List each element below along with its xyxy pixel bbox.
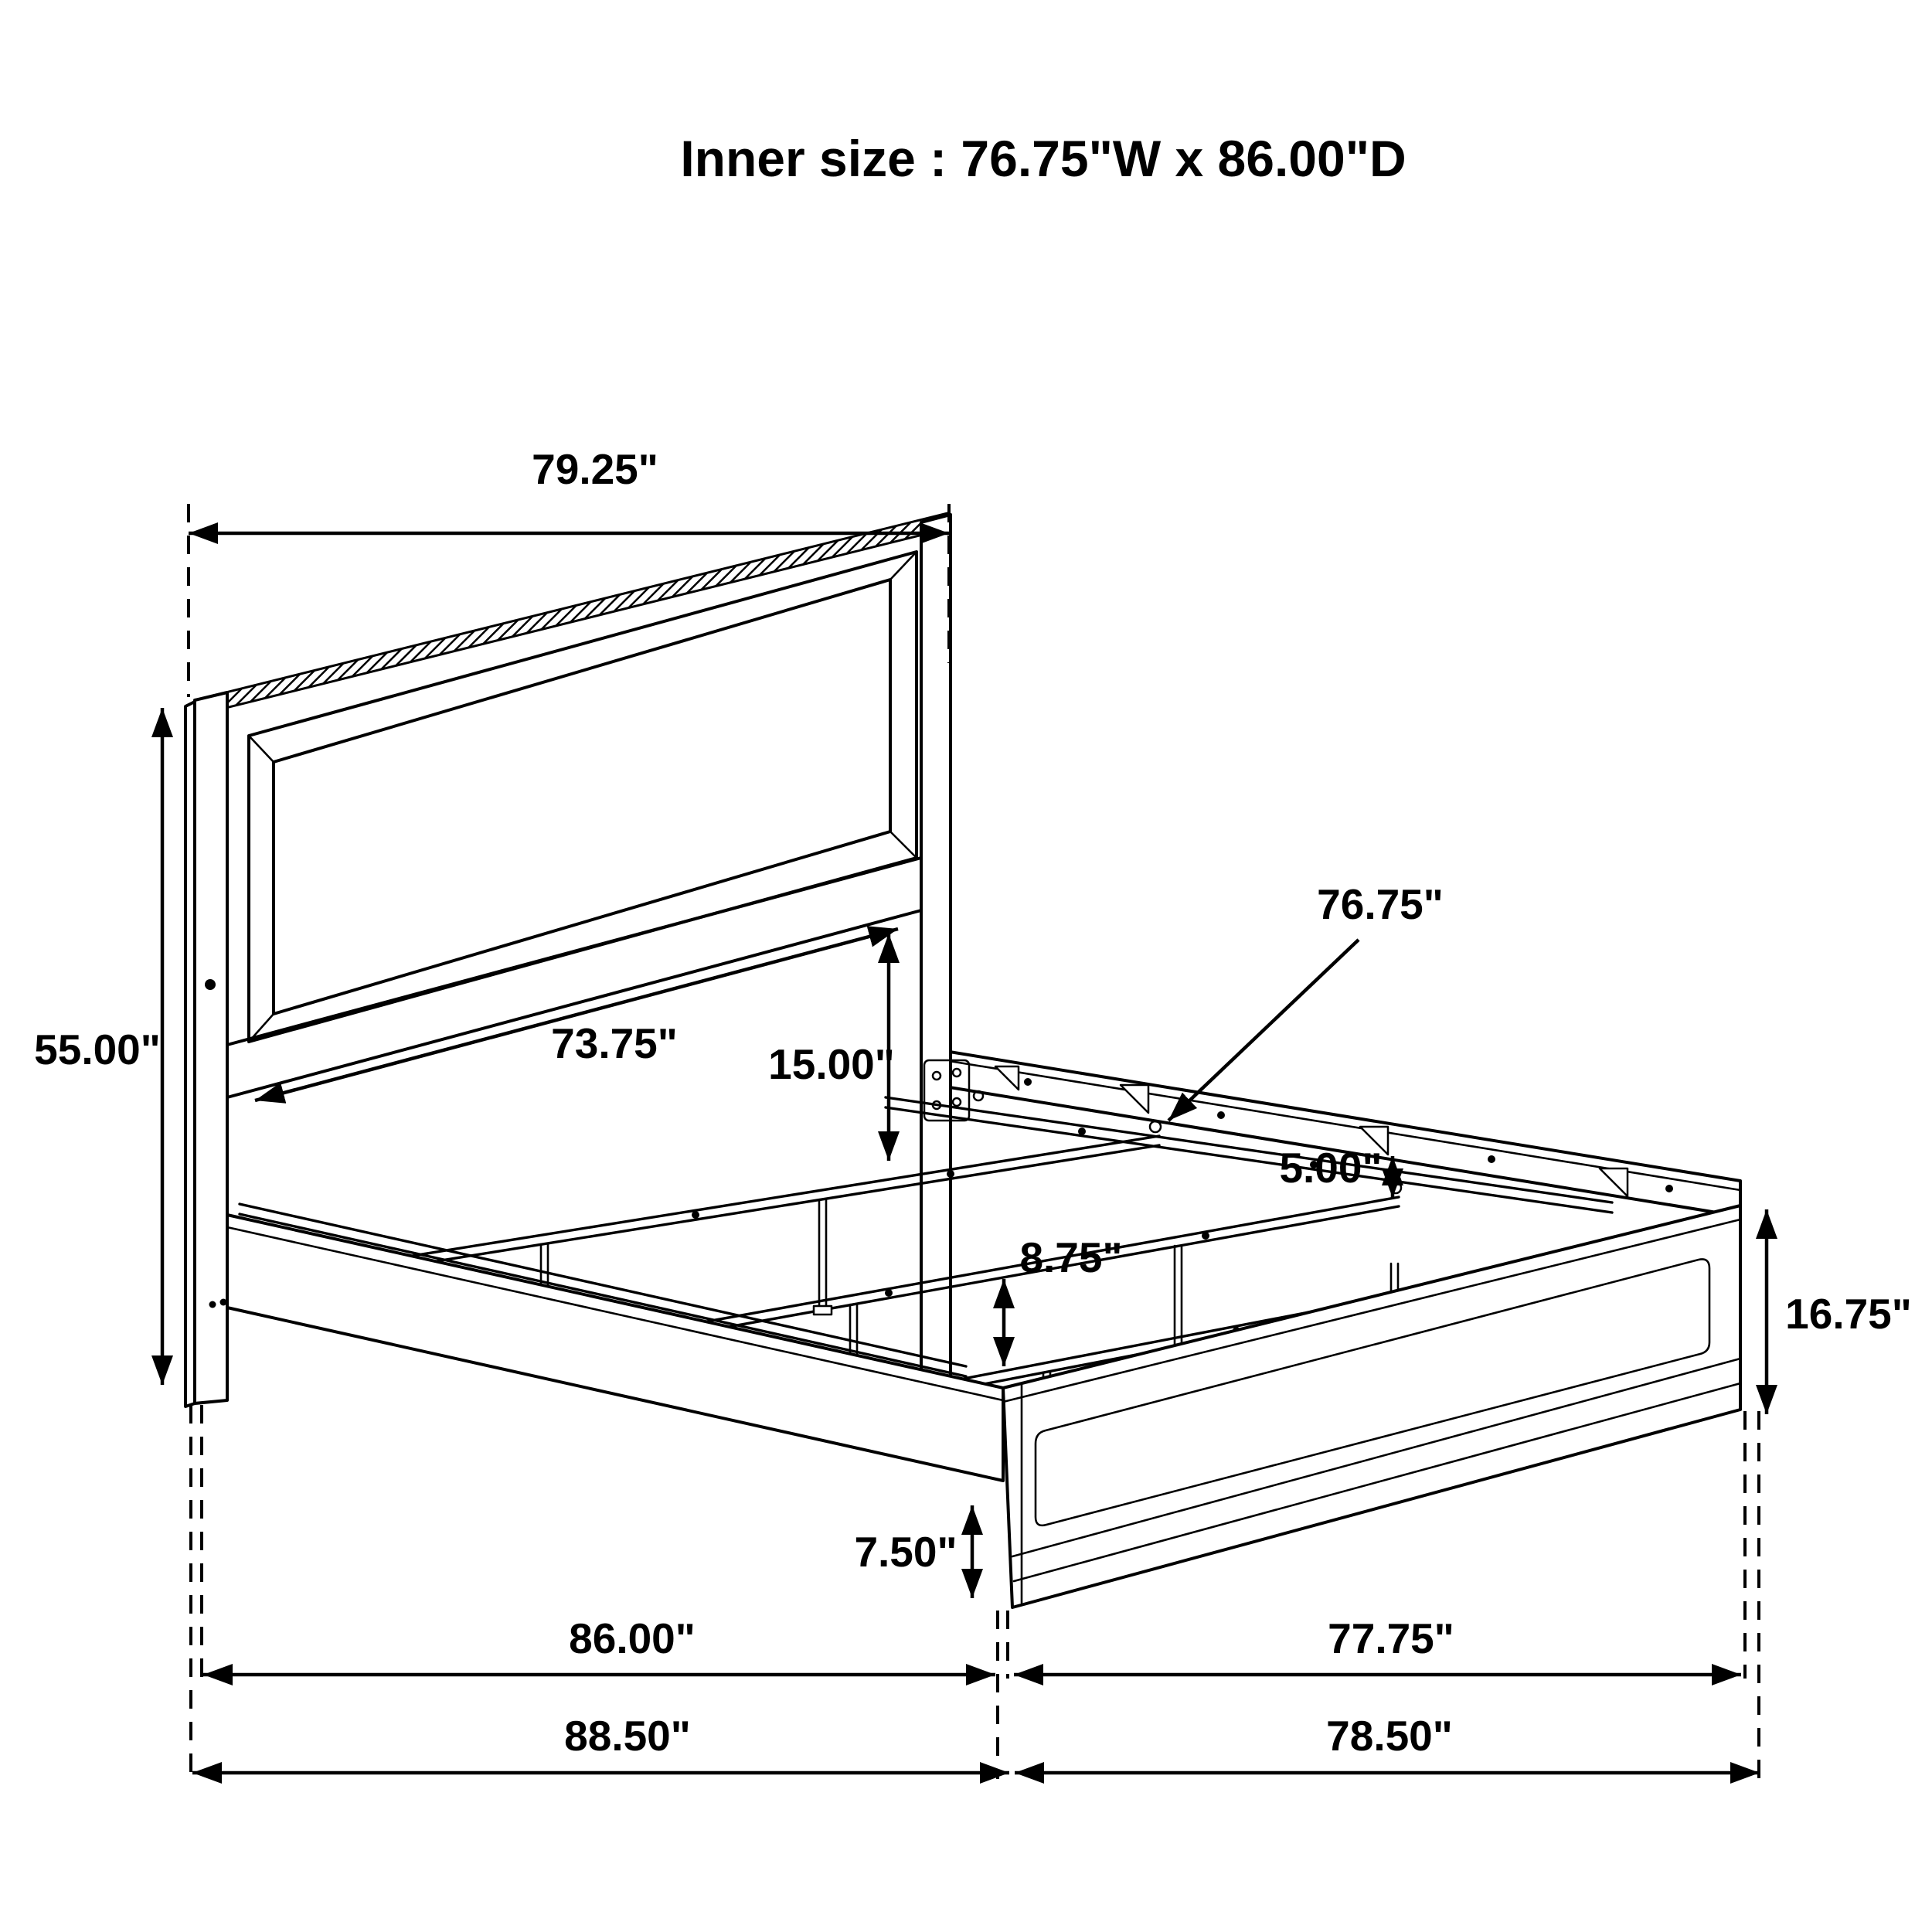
screw-dot — [1488, 1155, 1495, 1163]
dim-label-footboard-outer-width: 78.50" — [1326, 1712, 1453, 1760]
screw-dot — [1665, 1185, 1673, 1192]
dim-label-footboard-height: 16.75" — [1785, 1290, 1912, 1338]
headboard-right-post-front — [921, 515, 983, 1377]
headboard-left-post — [195, 692, 227, 1403]
dim-label-headboard-inner-width: 73.75" — [551, 1019, 678, 1067]
dim-label-rail-bottom-clearance: 7.50" — [854, 1528, 957, 1576]
dim-label-outer-depth: 88.50" — [564, 1712, 691, 1760]
screw-dot — [1217, 1111, 1225, 1119]
dimension-annotations — [34, 445, 1912, 1779]
dim-label-rail-slat-drop: 5.00" — [1279, 1144, 1383, 1192]
dim-label-footboard-inner-width: 77.75" — [1328, 1614, 1454, 1662]
slat-latch — [1150, 1121, 1161, 1132]
dim-label-slat-clearance: 8.75" — [1019, 1233, 1123, 1281]
dim-label-headboard-height: 55.00" — [34, 1026, 161, 1073]
screw-dot — [1024, 1078, 1032, 1086]
screw-dot — [209, 1301, 216, 1308]
screw-dot — [205, 979, 216, 990]
dim-label-headboard-width: 79.25" — [532, 445, 658, 493]
dim-label-inner-width: 76.75" — [1317, 880, 1444, 928]
dim-label-bottom-clearance: 15.00" — [768, 1040, 895, 1088]
headboard-right-post-leg — [921, 515, 951, 1377]
dim-label-inner-depth: 86.00" — [569, 1614, 696, 1662]
bracket-hole — [953, 1098, 961, 1106]
leader-inner-width — [1168, 940, 1359, 1121]
near-side-rail — [227, 1204, 1003, 1481]
page-title: Inner size : 76.75"W x 86.00"D — [680, 130, 1406, 187]
